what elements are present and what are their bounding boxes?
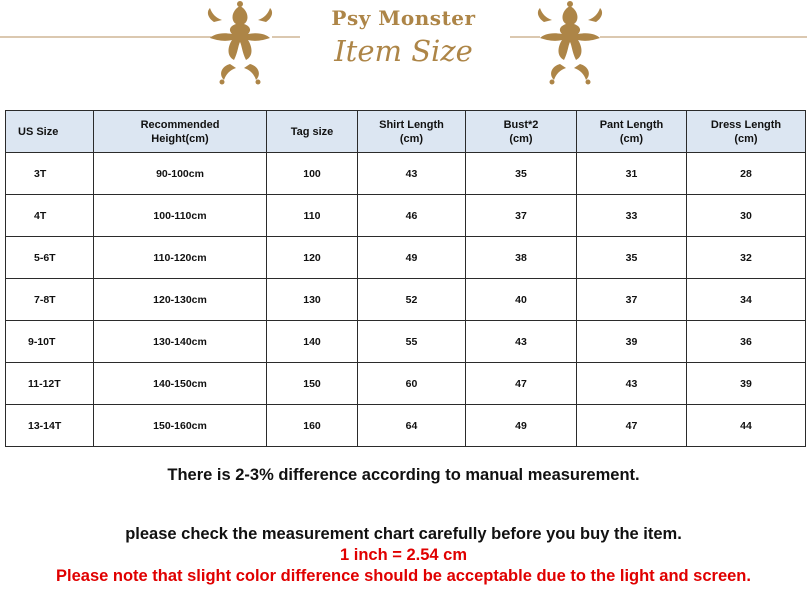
- table-row: [6, 195, 806, 237]
- cell-pant-length: 33: [577, 195, 687, 237]
- cell-tag-size: 130: [267, 279, 358, 321]
- measurement-difference-note: There is 2-3% difference according to manual measurement.: [167, 466, 640, 484]
- brand-name: Psy Monster: [331, 6, 476, 30]
- cell-bust: 40: [466, 279, 577, 321]
- cell-pant-length: 31: [577, 153, 687, 195]
- column-header-tag-size: Tag size: [267, 111, 358, 153]
- cell-height: 120-130cm: [94, 279, 267, 321]
- header: [0, 0, 807, 90]
- cell-dress-length: 39: [687, 363, 806, 405]
- cell-pant-length: 39: [577, 321, 687, 363]
- cell-bust: 43: [466, 321, 577, 363]
- cell-tag-size: 150: [267, 363, 358, 405]
- table-row: [6, 321, 806, 363]
- cell-dress-length: 36: [687, 321, 806, 363]
- cell-pant-length: 35: [577, 237, 687, 279]
- cell-us-size: 13-14T: [6, 405, 94, 447]
- cell-shirt-length: 43: [358, 153, 466, 195]
- table-row: [6, 405, 806, 447]
- cell-height: 90-100cm: [94, 153, 267, 195]
- cell-tag-size: 110: [267, 195, 358, 237]
- cell-bust: 37: [466, 195, 577, 237]
- cell-bust: 35: [466, 153, 577, 195]
- column-header-pant-length: Pant Length (cm): [577, 111, 687, 153]
- cell-dress-length: 44: [687, 405, 806, 447]
- cell-us-size: 5-6T: [6, 237, 94, 279]
- cell-us-size: 9-10T: [6, 321, 94, 363]
- cell-tag-size: 100: [267, 153, 358, 195]
- table-header-row: [6, 111, 806, 153]
- cell-shirt-length: 55: [358, 321, 466, 363]
- cell-bust: 49: [466, 405, 577, 447]
- table-row: [6, 279, 806, 321]
- cell-us-size: 7-8T: [6, 279, 94, 321]
- cell-pant-length: 47: [577, 405, 687, 447]
- cell-pant-length: 43: [577, 363, 687, 405]
- cell-dress-length: 34: [687, 279, 806, 321]
- cell-us-size: 11-12T: [6, 363, 94, 405]
- cell-shirt-length: 46: [358, 195, 466, 237]
- column-header-shirt-length: Shirt Length (cm): [358, 111, 466, 153]
- column-header-bust: Bust*2 (cm): [466, 111, 577, 153]
- cell-height: 150-160cm: [94, 405, 267, 447]
- check-chart-note: please check the measurement chart carefully before you buy the item.: [125, 525, 682, 543]
- cell-us-size: 3T: [6, 153, 94, 195]
- column-header-dress-length: Dress Length (cm): [687, 111, 806, 153]
- table-row: [6, 237, 806, 279]
- cell-pant-length: 37: [577, 279, 687, 321]
- size-table: [5, 110, 806, 447]
- cell-us-size: 4T: [6, 195, 94, 237]
- column-header-recommended-height: Recommended Height(cm): [94, 111, 267, 153]
- cell-tag-size: 120: [267, 237, 358, 279]
- cell-height: 110-120cm: [94, 237, 267, 279]
- cell-height: 100-110cm: [94, 195, 267, 237]
- cell-tag-size: 140: [267, 321, 358, 363]
- page-title: Item Size: [334, 34, 473, 68]
- cell-tag-size: 160: [267, 405, 358, 447]
- cell-dress-length: 28: [687, 153, 806, 195]
- cell-height: 140-150cm: [94, 363, 267, 405]
- cell-shirt-length: 60: [358, 363, 466, 405]
- inch-conversion-note: 1 inch = 2.54 cm: [339, 546, 468, 564]
- cell-shirt-length: 52: [358, 279, 466, 321]
- cell-bust: 47: [466, 363, 577, 405]
- color-difference-note: Please note that slight color difference should be acceptable due to the light and screen.: [56, 567, 751, 585]
- cell-shirt-length: 49: [358, 237, 466, 279]
- cell-height: 130-140cm: [94, 321, 267, 363]
- cell-shirt-length: 64: [358, 405, 466, 447]
- column-header-us-size: US Size: [6, 111, 94, 153]
- table-row: [6, 153, 806, 195]
- size-chart: [5, 110, 805, 447]
- table-row: [6, 363, 806, 405]
- cell-dress-length: 30: [687, 195, 806, 237]
- cell-bust: 38: [466, 237, 577, 279]
- cell-dress-length: 32: [687, 237, 806, 279]
